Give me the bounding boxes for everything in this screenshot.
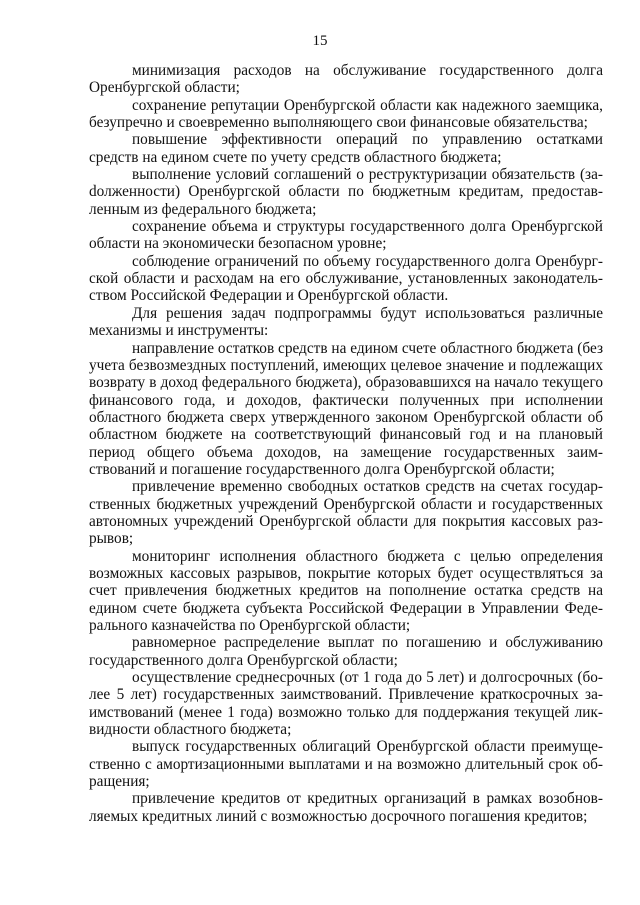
paragraph-mechanisms-intro: Для решения задач подпрограммы будут использоваться различные механизмы и инструменты: (89, 304, 603, 340)
paragraph-minimize-debt-costs: минимизация расходов на обслуживание государственного долга Оренбургской области; (89, 62, 603, 97)
paragraph-borrowings: осуществление среднесрочных (от 1 года до 5 лет) и долгосрочных (более 5 лет) государственных заимствований. Привлечение краткосрочных заимствований (менее 1 года) возможно только для поддержания текущей ликвидности областного бюджета; (89, 669, 603, 739)
paragraph-credit-lines: привлечение кредитов от кредитных организаций в рамках возобновляемых кредитных линий с возможностью досрочного погашения кредитов; (89, 790, 603, 825)
paragraph-reputation: сохранение репутации Оренбургской области как надежного заемщика, безупречно и своевременно выполняющего свои финансовые обязательства; (89, 96, 603, 132)
paragraph-debt-volume: сохранение объема и структуры государственного долга Оренбургской области на экономически безопасном уровне; (89, 218, 603, 253)
document-body (89, 62, 603, 825)
paragraph-bonds: выпуск государственных облигаций Оренбургской области преимущественно с амортизационными выплатами и на возможно длительный срок обращения; (89, 738, 603, 791)
paragraph-efficiency: повышение эффективности операций по управлению остатками средств на едином счете по учету средств областного бюджета; (89, 131, 603, 166)
paragraph-even-distribution: равномерное распределение выплат по погашению и обслуживанию государственного долга Оренбургской области; (89, 634, 603, 669)
paragraph-monitoring: мониторинг исполнения областного бюджета с целью определения возможных кассовых разрывов, покрытие которых будет осуществляться за счет привлечения бюджетных кредитов на пополнение остатка средств на едином счете бюджета субъекта Российской Федерации в Управлении Федерального казначейства по Оренбургской области; (89, 547, 603, 634)
page-number: 15 (312, 33, 328, 49)
paragraph-temporary-funds: привлечение временно свободных остатков средств на счетах государственных бюджетных учреждений Оренбургской области и государственных автономных учреждений Оренбургской области для покрытия кассовых разрывов; (89, 478, 603, 548)
paragraph-debt-limits: соблюдение ограничений по объему государственного долга Оренбургской области и расходам на его обслуживание, установленных законодательством Российской Федерации и Оренбургской области. (89, 252, 603, 305)
paragraph-restructuring: выполнение условий соглашений о реструктуризации обязательств (заdолженности) Оренбургской области по бюджетным кредитам, предоставленным из федерального бюджета; (89, 166, 603, 218)
paragraph-balance-direction: направление остатков средств на едином счете областного бюджета (без учета безвозмездных поступлений, имеющих целевое значение и подлежащих возврату в доход федерального бюджета), образовавшихся на начало текущего финансового года, и доходов, фактически полученных при исполнении областного бюджета сверх утвержденного законом Оренбургской области об областном бюджете на соответствующий финансовый год и на плановый период общего объема доходов, на замещение государственных заимствований и погашение государственного долга Оренбургской области; (89, 339, 603, 478)
